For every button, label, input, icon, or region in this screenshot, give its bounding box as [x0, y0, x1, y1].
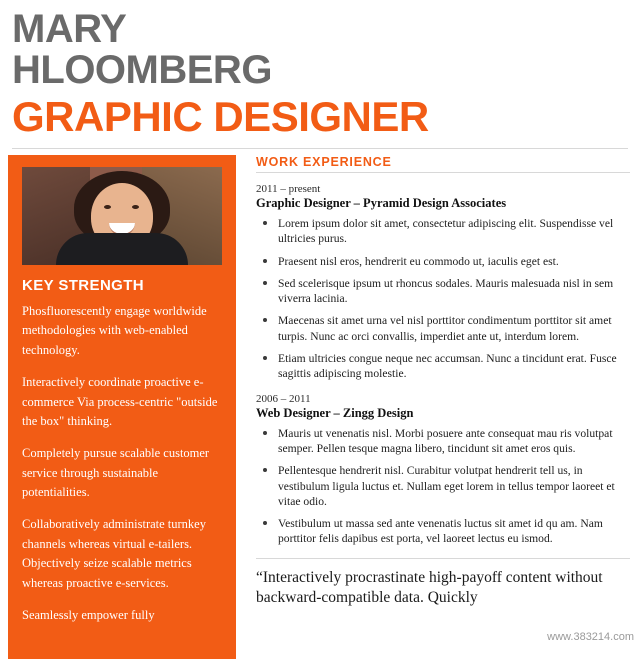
- first-name: MARY: [12, 7, 127, 51]
- work-experience-section: [256, 155, 630, 608]
- job-dates: 2011 – present: [256, 183, 321, 195]
- list-item: Mauris ut venenatis nisl. Morbi posuere ante consequat mau ris volutpat semper. Pellen tesque magna libero, tincidunt sit amet eros quis.: [256, 426, 630, 457]
- key-strength-paragraph: Seamlessly empower fully: [22, 607, 155, 622]
- key-strength-paragraph: Completely pursue scalable customer service through sustainable potentialities.: [22, 446, 210, 499]
- list-item: Maecenas sit amet urna vel nisl porttitor condimentum porttitor sit amet turpis. Nunc ac orci convallis, imperdiet ante ut, interdum lorem.: [256, 313, 630, 344]
- section-divider: [256, 172, 630, 173]
- section-heading: WORK EXPERIENCE: [256, 155, 392, 169]
- job-bullet-list: [256, 216, 630, 382]
- list-item: Vestibulum ut massa sed ante venenatis luctus sit amet id qu am. Nam porttitor felis dapibus est porta, vel laoreet lectus eu ismod.: [256, 516, 630, 547]
- job-title: Graphic Designer – Pyramid Design Associates: [256, 196, 507, 210]
- resume-header: [0, 0, 640, 141]
- job-entry: [256, 183, 630, 382]
- key-strength-heading: KEY STRENGTH: [22, 277, 145, 294]
- key-strength-paragraph: Collaboratively administrate turnkey channels whereas virtual e-tailers. Objectively seize scalable metrics whereas proactive e-services.: [22, 517, 206, 590]
- list-item: Pellentesque hendrerit nisl. Curabitur volutpat hendrerit tell us, in vestibulum ligula luctus et. Nullam eget lorem in tellus tempor laoreet et vitae odio.: [256, 463, 630, 509]
- quote-divider: [256, 558, 630, 559]
- list-item: Etiam ultricies congue neque nec accumsan. Nunc a tincidunt erat. Fusce sagittis adipiscing molestie.: [256, 351, 630, 382]
- portrait-photo: [22, 167, 222, 265]
- photo-eye-right: [132, 205, 139, 209]
- job-dates: 2006 – 2011: [256, 392, 311, 405]
- job-entry: [256, 393, 630, 547]
- key-strength-paragraph: Phosfluorescently engage worldwide methodologies with web-enabled technology.: [22, 304, 207, 357]
- watermark-text: www.383214.com: [547, 631, 634, 643]
- list-item: Praesent nisl eros, hendrerit eu commodo ut, iaculis eget est.: [256, 254, 630, 269]
- pull-quote: “Interactively procrastinate high-payoff content without backward-compatible data. Quickly: [256, 568, 603, 606]
- photo-shoulders: [56, 233, 188, 265]
- photo-eye-left: [104, 205, 111, 209]
- job-role-title: GRAPHIC DESIGNER: [12, 93, 429, 141]
- header-divider: [12, 148, 628, 149]
- sidebar-panel: [8, 155, 236, 659]
- last-name: HLOOMBERG: [12, 48, 272, 93]
- job-bullet-list: [256, 426, 630, 547]
- job-title: Web Designer – Zingg Design: [256, 405, 414, 420]
- list-item: Lorem ipsum dolor sit amet, consectetur adipiscing elit. Suspendisse vel ultricies purus.: [256, 216, 630, 247]
- key-strength-paragraph: Interactively coordinate proactive e-commerce Via process-centric "outside the box" thinking.: [22, 375, 218, 428]
- list-item: Sed scelerisque ipsum ut rhoncus sodales. Mauris malesuada nisl in sem viverra lacinia.: [256, 276, 630, 307]
